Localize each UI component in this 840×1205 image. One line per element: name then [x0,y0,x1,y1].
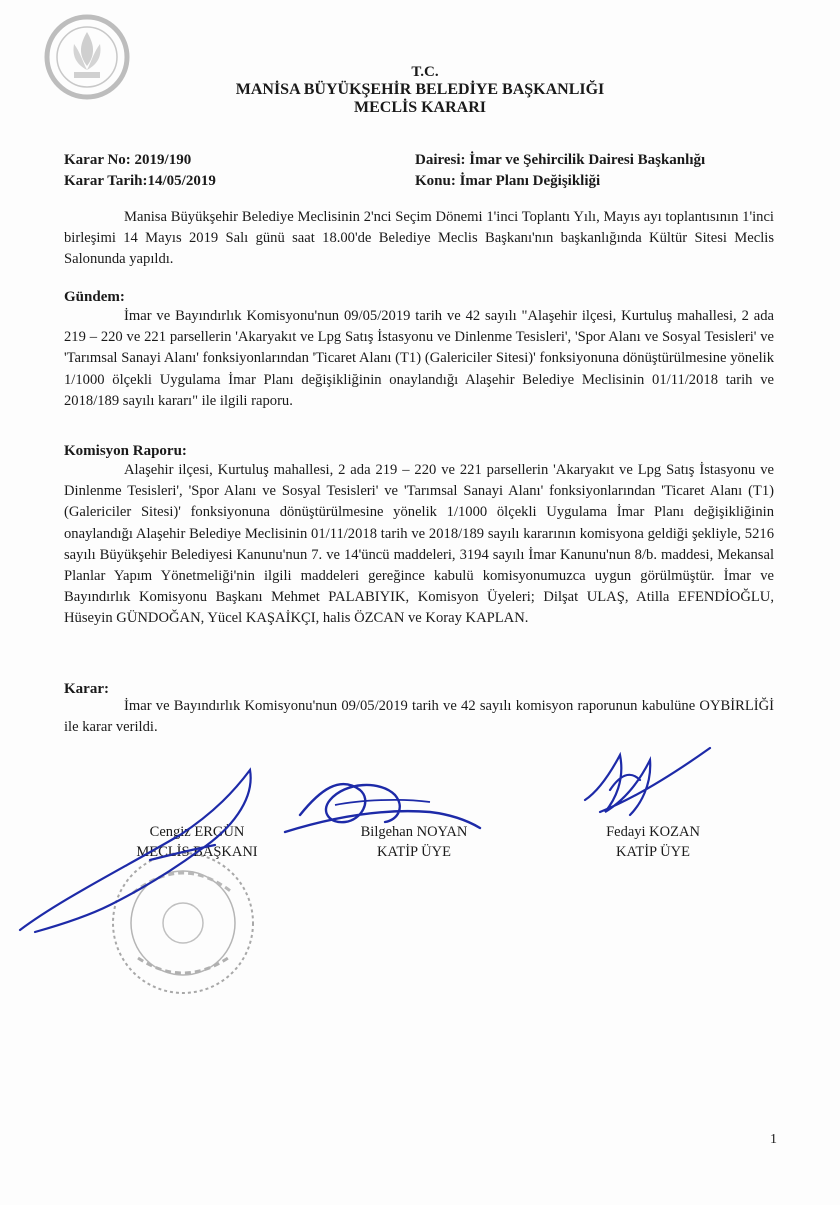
gundem-paragraph: İmar ve Bayındırlık Komisyonu'nun 09/05/2019 tarih ve 42 sayılı "Alaşehir ilçesi, Kurtuluş mahallesi, 2 ada 219 – 220 ve 221 parsellerin 'Akaryakıt ve Lpg Satış İstasyonu ve Dinlenme Tesisleri', 'Spor Alanı ve Sosyal Tesisleri' ve 'Tarımsal Sanayi Alanı' fonksiyonlarından 'Ticaret Alanı (T1) (Galericiler Sitesi)' fonksiyonuna dönüştürülmesine yönelik 1/1000 ölçekli Uygulama İmar Planı değişikliğinin onaylandığı Alaşehir Belediye Meclisinin 01/11/2018 tarih ve 2018/189 sayılı kararı" ile ilgili raporu. [64,308,774,409]
official-stamp [108,848,258,998]
karar-tarih: Karar Tarih:14/05/2019 [64,173,216,189]
signature-block-clerk-1 [334,822,494,862]
dairesi: Dairesi: İmar ve Şehircilik Dairesi Başkanlığı [415,152,706,168]
signature-name: Bilgehan NOYAN [360,824,468,840]
gundem-heading: Gündem: [64,289,125,305]
header-doc-type: MECLİS KARARI [353,99,486,116]
signature-title: KATİP ÜYE [616,844,690,860]
signature-title: MECLİS BAŞKANI [136,844,258,860]
page-number: 1 [770,1132,777,1147]
karar-paragraph: İmar ve Bayındırlık Komisyonu'nun 09/05/2019 tarih ve 42 sayılı komisyon raporunun kabulüne OYBİRLİĞİ ile karar verildi. [64,698,774,736]
karar-heading: Karar: [64,681,109,697]
signature-title: KATİP ÜYE [377,844,451,860]
meta-right [415,150,705,192]
header-institution: MANİSA BÜYÜKŞEHİR BELEDİYE BAŞKANLIĞI [235,81,605,98]
document-header [0,64,840,117]
signature-name: Cengiz ERGÜN [149,824,245,840]
karar-no: Karar No: 2019/190 [64,152,192,168]
komisyon-paragraph: Alaşehir ilçesi, Kurtuluş mahallesi, 2 ada 219 – 220 ve 221 parsellerin 'Akaryakıt ve Lpg Satış İstasyonu ve Dinlenme Tesisleri', 'Spor Alanı ve Sosyal Tesisleri' ve 'Tarımsal Sanayi Alanı' fonksiyonlarından 'Ticaret Alanı (T1) (Galericiler Sitesi)' fonksiyonuna dönüştürülmesine yönelik 1/1000 ölçekli Uygulama İmar Planı değişikliğinin onaylandığı Alaşehir Belediye Meclisinin 01/11/2018 tarih ve 2018/189 sayılı kararının komisyona geldiği şekliyle, 5216 sayılı Büyükşehir Belediyesi Kanunu'nun 7. ve 14'üncü maddeleri, 3194 sayılı İmar Kanunu'nun 8/b. maddesi, Mekansal Planlar Yapım Yönetmeliği'nin ilgili maddeleri gereğince kabulü komisyonumuzca uygun görülmüştür. İmar ve Bayındırlık Komisyonu Başkanı Mehmet PALABIYIK, Komisyon Üyeleri; Dilşat ULAŞ, Atilla EFENDİOĞLU, Hüseyin GÜNDOĞAN, Yücel KAŞAİKÇI, halis ÖZCAN ve Koray KAPLAN. [64,462,774,627]
komisyon-heading: Komisyon Raporu: [64,443,187,459]
intro-paragraph: Manisa Büyükşehir Belediye Meclisinin 2'nci Seçim Dönemi 1'inci Toplantı Yılı, Mayıs ayı toplantısının 1'inci birleşimi 14 Mayıs 2019 Salı günü saat 18.00'de Belediye Meclis Başkanı'nın başkanlığında Kültür Sitesi Meclis Salonunda yapıldı. [64,209,774,268]
header-tc: T.C. [411,64,439,80]
konu: Konu: İmar Planı Değişikliği [415,173,601,189]
meta-left [64,150,216,192]
signature-name: Fedayi KOZAN [606,824,700,840]
signature-block-chairman [117,822,277,862]
signature-block-clerk-2 [573,822,733,862]
